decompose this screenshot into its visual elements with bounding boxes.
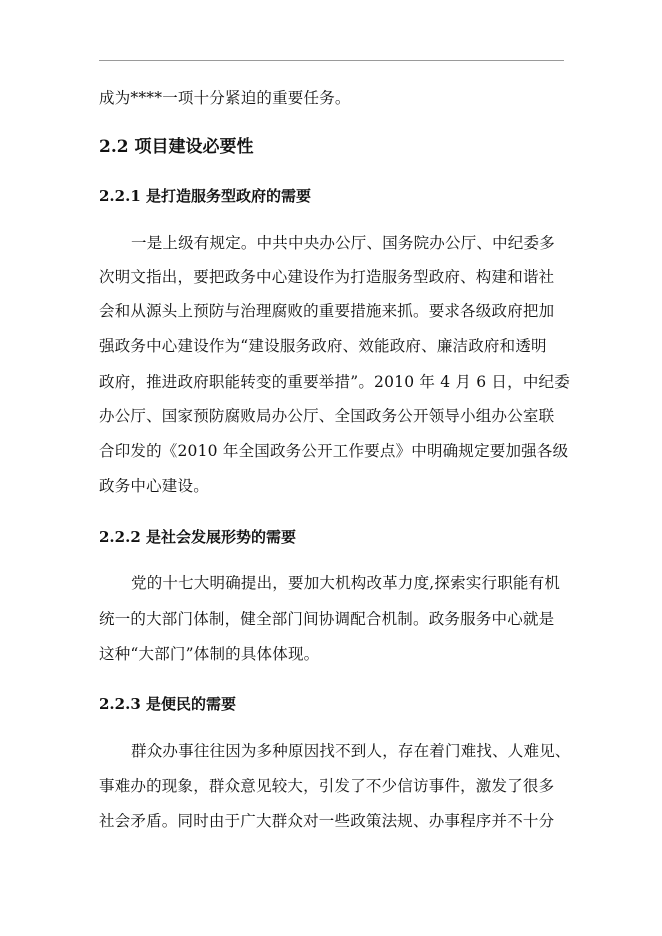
- paragraph-line: 群众办事往往因为多种原因找不到人，存在着门难找、人难见、: [131, 742, 571, 760]
- intro-line: 成为****一项十分紧迫的重要任务。: [99, 89, 351, 107]
- paragraph-line: 一是上级有规定。中共中央办公厅、国务院办公厅、中纪委多: [131, 234, 555, 252]
- paragraph-line: 社会矛盾。同时由于广大群众对一些政策法规、办事程序并不十分: [99, 812, 555, 830]
- subsection-heading: 2.2.3 是便民的需要: [99, 695, 236, 713]
- paragraph-line: 强政务中心建设作为“建设服务政府、效能政府、廉洁政府和透明: [99, 337, 547, 355]
- subsection-heading: 2.2.2 是社会发展形势的需要: [99, 528, 296, 546]
- header-rule: [99, 60, 564, 61]
- section-heading: 2.2 项目建设必要性: [99, 137, 254, 157]
- paragraph-line: 办公厅、国家预防腐败局办公厅、全国政务公开领导小组办公室联: [99, 407, 555, 425]
- paragraph-line: 政务中心建设。: [99, 477, 209, 495]
- paragraph-line: 合印发的《2010 年全国政务公开工作要点》中明确规定要加强各级: [99, 442, 569, 460]
- subsection-heading: 2.2.1 是打造服务型政府的需要: [99, 187, 311, 205]
- paragraph-line: 政府，推进政府职能转变的重要举措”。2010 年 4 月 6 日，中纪委: [99, 373, 570, 391]
- paragraph-line: 事难办的现象，群众意见较大，引发了不少信访事件，激发了很多: [99, 777, 555, 795]
- paragraph-line: 次明文指出，要把政务中心建设作为打造服务型政府、构建和谐社: [99, 268, 555, 286]
- paragraph-line: 统一的大部门体制，健全部门间协调配合机制。政务服务中心就是: [99, 610, 555, 628]
- paragraph-line: 党的十七大明确提出，要加大机构改革力度,探索实行职能有机: [131, 574, 561, 592]
- paragraph-line: 这种“大部门”体制的具体体现。: [99, 645, 320, 663]
- paragraph-line: 会和从源头上预防与治理腐败的重要措施来抓。要求各级政府把加: [99, 302, 555, 320]
